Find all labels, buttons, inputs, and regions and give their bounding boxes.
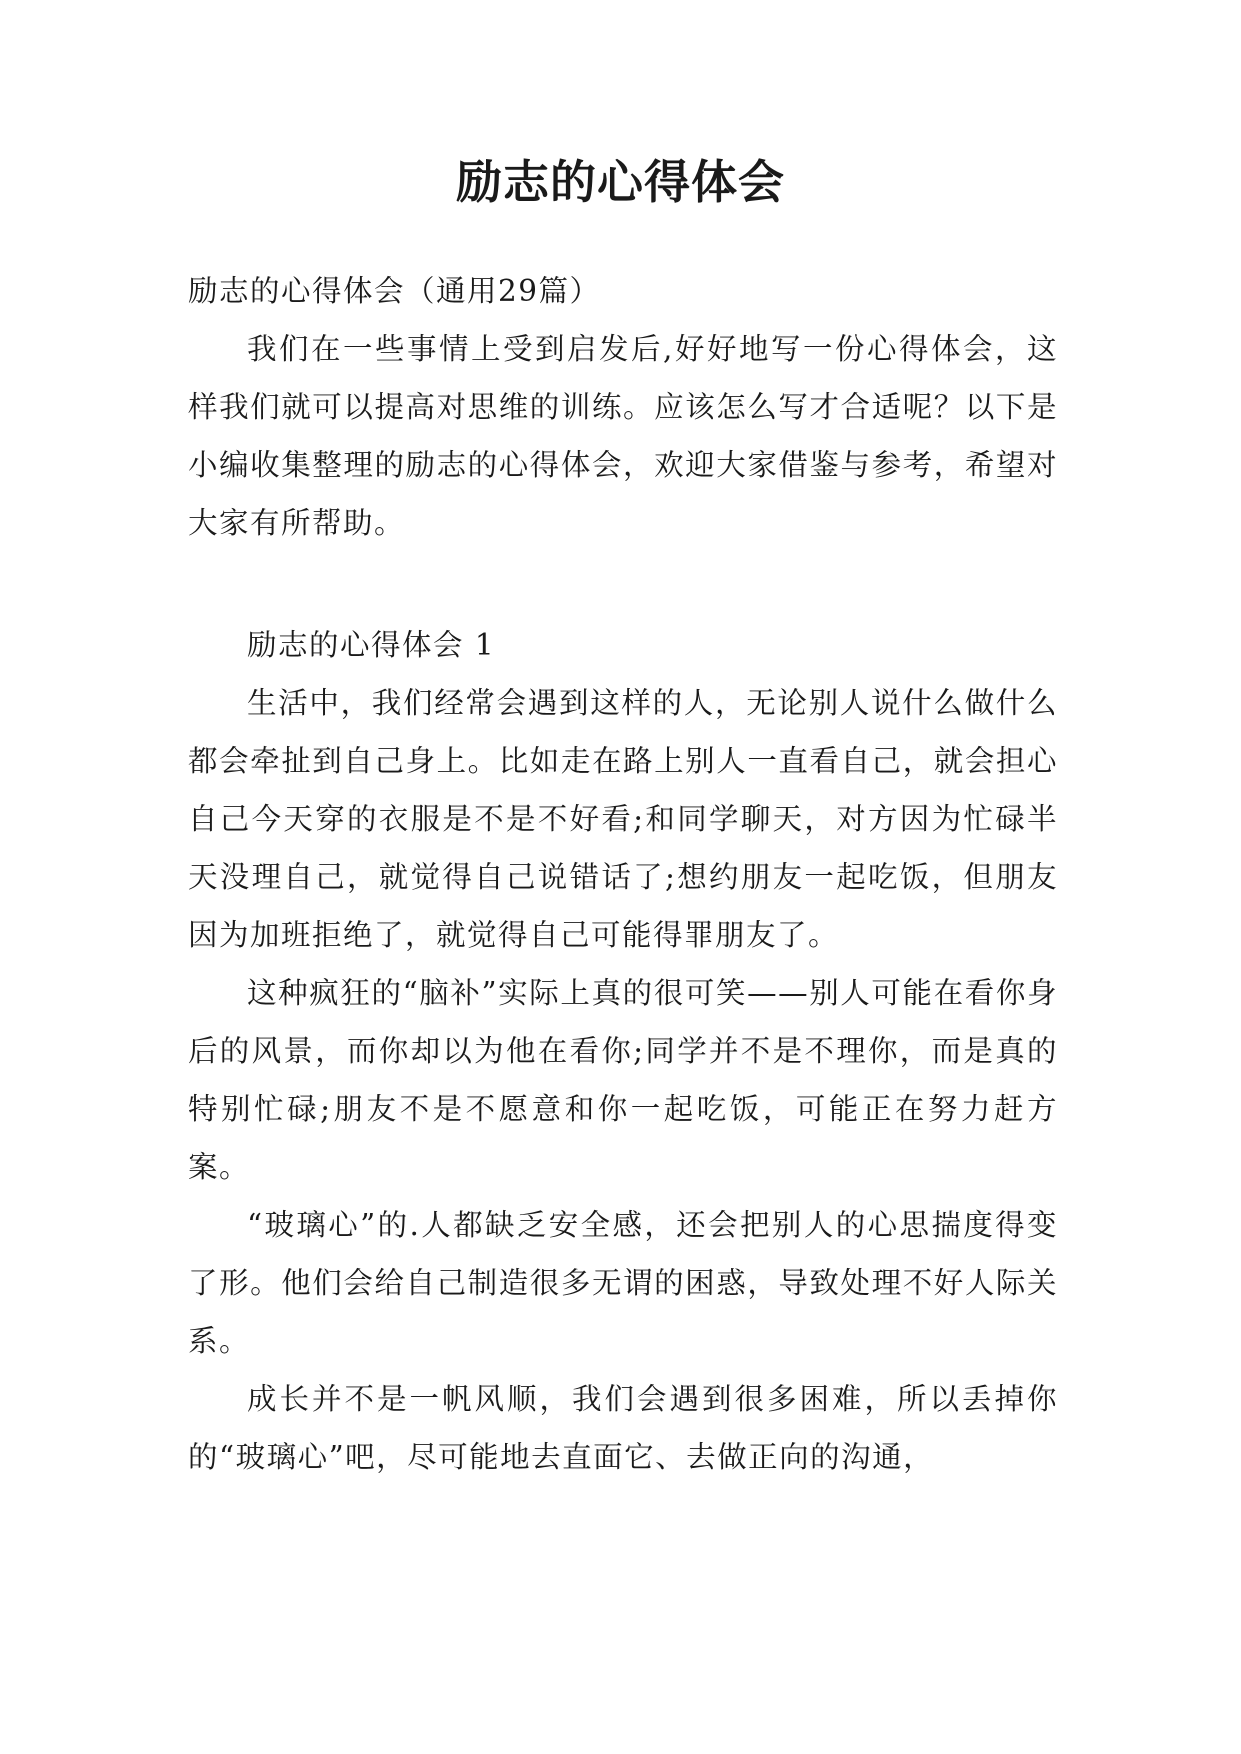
document-subtitle: 励志的心得体会（通用29篇）: [188, 274, 601, 308]
body-paragraph: 这种疯狂的“脑补”实际上真的很可笑——别人可能在看你身后的风景，而你却以为他在看你;同学并不是不理你，而是真的特别忙碌;朋友不是不愿意和你一起吃饭，可能正在努力赶方案。: [188, 976, 1058, 1184]
document-title: 励志的心得体会: [456, 155, 785, 209]
intro-paragraph: 我们在一些事情上受到启发后,好好地写一份心得体会，这样我们就可以提高对思维的训练。应该怎么写才合适呢？以下是小编收集整理的励志的心得体会，欢迎大家借鉴与参考，希望对大家有所帮助。: [188, 332, 1058, 540]
body-paragraph: 生活中，我们经常会遇到这样的人，无论别人说什么做什么都会牵扯到自己身上。比如走在路上别人一直看自己，就会担心自己今天穿的衣服是不是不好看;和同学聊天，对方因为忙碌半天没理自己，就觉得自己说错话了;想约朋友一起吃饭，但朋友因为加班拒绝了，就觉得自己可能得罪朋友了。: [188, 686, 1058, 952]
body-paragraph: 成长并不是一帆风顺，我们会遇到很多困难，所以丢掉你的“玻璃心”吧，尽可能地去直面它、去做正向的沟通，: [188, 1382, 1058, 1474]
body-paragraph: “玻璃心”的.人都缺乏安全感，还会把别人的心思揣度得变了形。他们会给自己制造很多无谓的困惑，导致处理不好人际关系。: [188, 1208, 1058, 1358]
section-spacer: [188, 552, 1058, 616]
document-body: [188, 262, 1058, 1486]
section-heading: 励志的心得体会 1: [247, 628, 496, 662]
